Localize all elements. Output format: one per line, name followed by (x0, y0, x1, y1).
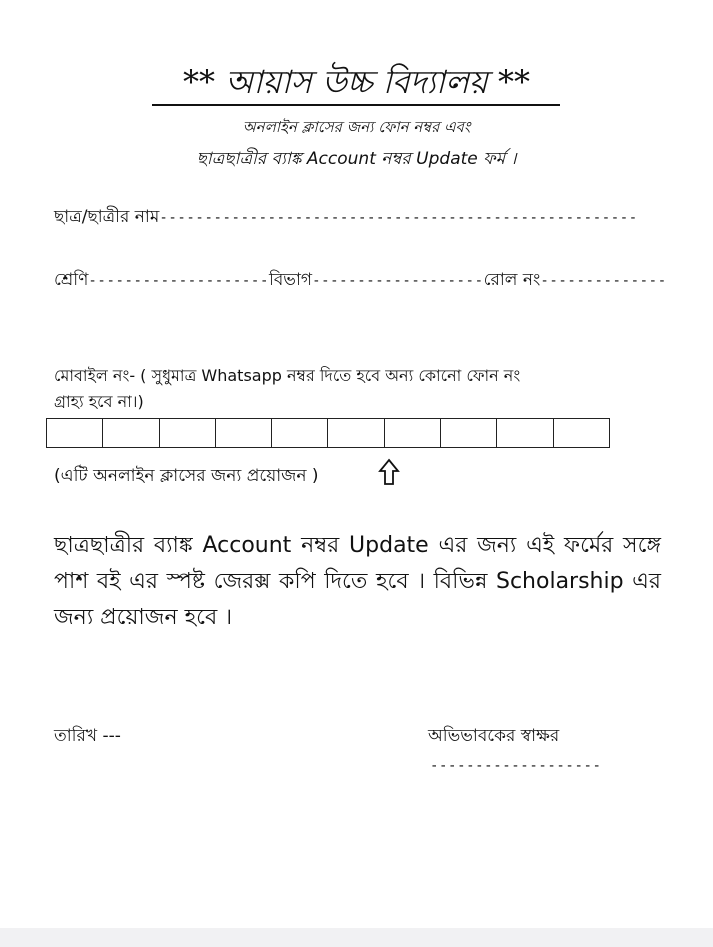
bottom-band (0, 928, 713, 947)
class-blank-line: -------------------- (88, 273, 269, 289)
name-blank-line: ----------------------------------------------------- (159, 210, 638, 226)
section-blank-line: ------------------- (312, 273, 484, 289)
form-subtitle-line2: ছাত্রছাত্রীর ব্যাঙ্ক Account নম্বর Update ফর্ম । (196, 149, 517, 169)
digit-box[interactable] (328, 419, 384, 447)
section-label: বিভাগ (268, 270, 313, 290)
digit-box[interactable] (216, 419, 272, 447)
signature-blank-line: ------------------- (430, 758, 602, 774)
mobile-instruction-line1: মোবাইল নং- ( সুধুমাত্র Whatsapp নম্বর দিতে হবে অন্য কোনো ফোন নং (54, 366, 521, 385)
mobile-digit-boxes[interactable] (46, 418, 610, 448)
mobile-instruction-line2: গ্রাহ্য হবে না।) (54, 392, 144, 411)
class-label: শ্রেণি (54, 270, 89, 290)
digit-box[interactable] (103, 419, 159, 447)
roll-blank-line: -------------- (540, 273, 667, 289)
name-label: ছাত্র/ছাত্রীর নাম (54, 207, 160, 227)
class-section-roll-row (54, 268, 667, 293)
school-title: ** আয়াস উচ্চ বিদ্যালয় ** (183, 63, 530, 101)
digit-box[interactable] (47, 419, 103, 447)
digit-box[interactable] (272, 419, 328, 447)
form-subtitle-line1: অনলাইন ক্লাসের জন্য ফোন নম্বর এবং (242, 118, 471, 136)
digit-box[interactable] (554, 419, 609, 447)
digit-box[interactable] (160, 419, 216, 447)
name-row (54, 205, 638, 230)
up-arrow-icon (378, 458, 400, 486)
digit-box[interactable] (441, 419, 497, 447)
online-class-note: (এটি অনলাইন ক্লাসের জন্য প্রয়োজন ) (54, 466, 319, 486)
date-label: তারিখ --- (54, 726, 121, 746)
guardian-signature-label: অভিভাবকের স্বাক্ষর (428, 726, 560, 746)
title-underline (152, 104, 560, 106)
digit-box[interactable] (497, 419, 553, 447)
bank-account-instructions: ছাত্রছাত্রীর ব্যাঙ্ক Account নম্বর Update এর জন্য এই ফর্মের সঙ্গে পাশ বই এর স্পষ্ট জেরক্স কপি দিতে হবে । বিভিন্ন Scholarship এর জন্য প্রয়োজন হবে । (54, 533, 661, 630)
roll-label: রোল নং (483, 270, 541, 290)
digit-box[interactable] (385, 419, 441, 447)
